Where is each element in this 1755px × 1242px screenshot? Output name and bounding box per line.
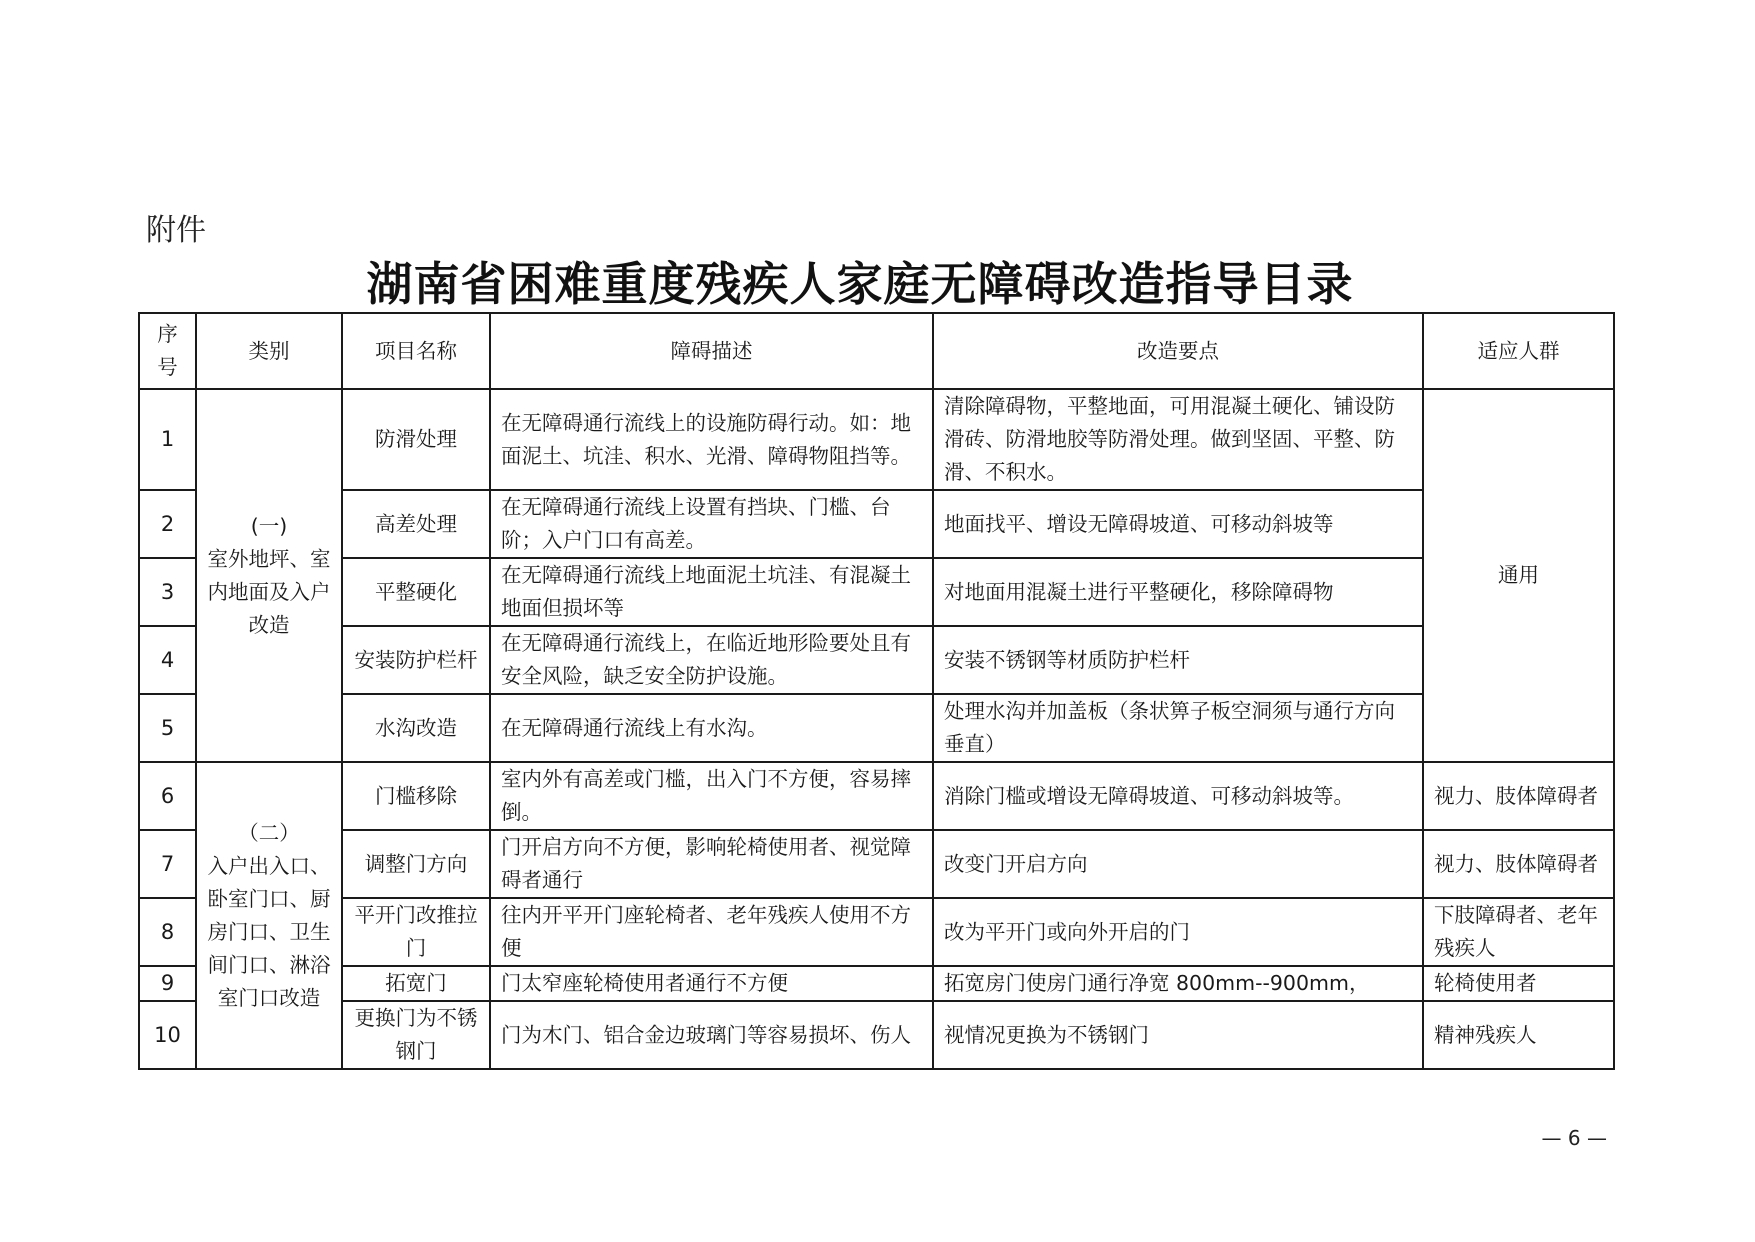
row-renovation: 消除门槛或增设无障碍坡道、可移动斜坡等。: [933, 762, 1423, 830]
row-renovation: 改为平开门或向外开启的门: [933, 898, 1423, 966]
table-row: [139, 389, 1614, 490]
table-row: [139, 558, 1614, 626]
table-row: [139, 626, 1614, 694]
target-general-cell: 通用: [1423, 389, 1614, 762]
row-seq: 1: [139, 389, 196, 490]
row-renovation: 改变门开启方向: [933, 830, 1423, 898]
table-row: [139, 898, 1614, 966]
row-barrier: 在无障碍通行流线上，在临近地形险要处且有安全风险，缺乏安全防护设施。: [490, 626, 933, 694]
row-item: 高差处理: [342, 490, 490, 558]
table-row: [139, 490, 1614, 558]
table-row: [139, 762, 1614, 830]
row-target: 视力、肢体障碍者: [1423, 830, 1614, 898]
row-target: 下肢障碍者、老年残疾人: [1423, 898, 1614, 966]
row-item: 安装防护栏杆: [342, 626, 490, 694]
row-renovation: 处理水沟并加盖板（条状箅子板空洞须与通行方向垂直）: [933, 694, 1423, 762]
category-cell: (一) 室外地坪、室内地面及入户改造: [196, 389, 342, 762]
table-row: [139, 966, 1614, 1001]
row-item: 门槛移除: [342, 762, 490, 830]
row-seq: 7: [139, 830, 196, 898]
row-barrier: 门太窄座轮椅使用者通行不方便: [490, 966, 933, 1001]
header-renovation: 改造要点: [933, 313, 1423, 389]
header-category: 类别: [196, 313, 342, 389]
row-renovation: 安装不锈钢等材质防护栏杆: [933, 626, 1423, 694]
row-seq: 6: [139, 762, 196, 830]
row-renovation: 拓宽房门使房门通行净宽 800mm--900mm，: [933, 966, 1423, 1001]
row-barrier: 室内外有高差或门槛，出入门不方便，容易摔倒。: [490, 762, 933, 830]
renovation-catalog-table: [138, 312, 1615, 1070]
row-target: 视力、肢体障碍者: [1423, 762, 1614, 830]
page-number: — 6 —: [1541, 1126, 1607, 1150]
row-barrier: 门开启方向不方便，影响轮椅使用者、视觉障碍者通行: [490, 830, 933, 898]
header-target: 适应人群: [1423, 313, 1614, 389]
row-seq: 8: [139, 898, 196, 966]
row-seq: 2: [139, 490, 196, 558]
row-item: 更换门为不锈钢门: [342, 1001, 490, 1069]
row-seq: 4: [139, 626, 196, 694]
attachment-label: 附件: [146, 213, 206, 248]
header-seq: 序号: [139, 313, 196, 389]
row-barrier: 在无障碍通行流线上地面泥土坑洼、有混凝土地面但损坏等: [490, 558, 933, 626]
table-row: [139, 830, 1614, 898]
row-seq: 3: [139, 558, 196, 626]
header-item: 项目名称: [342, 313, 490, 389]
row-renovation: 清除障碍物，平整地面，可用混凝土硬化、铺设防滑砖、防滑地胶等防滑处理。做到坚固、平整、防滑、不积水。: [933, 389, 1423, 490]
row-seq: 9: [139, 966, 196, 1001]
table-header-row: [139, 313, 1614, 389]
row-barrier: 在无障碍通行流线上的设施防碍行动。如：地面泥土、坑洼、积水、光滑、障碍物阻挡等。: [490, 389, 933, 490]
row-item: 平开门改推拉门: [342, 898, 490, 966]
row-item: 调整门方向: [342, 830, 490, 898]
row-target: 精神残疾人: [1423, 1001, 1614, 1069]
table-row: [139, 1001, 1614, 1069]
header-barrier: 障碍描述: [490, 313, 933, 389]
category-cell: （二） 入户出入口、卧室门口、厨房门口、卫生间门口、淋浴室门口改造: [196, 762, 342, 1069]
table-row: [139, 694, 1614, 762]
row-barrier: 在无障碍通行流线上有水沟。: [490, 694, 933, 762]
row-item: 水沟改造: [342, 694, 490, 762]
row-seq: 10: [139, 1001, 196, 1069]
row-barrier: 门为木门、铝合金边玻璃门等容易损坏、伤人: [490, 1001, 933, 1069]
row-target: 轮椅使用者: [1423, 966, 1614, 1001]
row-renovation: 地面找平、增设无障碍坡道、可移动斜坡等: [933, 490, 1423, 558]
row-item: 平整硬化: [342, 558, 490, 626]
row-barrier: 往内开平开门座轮椅者、老年残疾人使用不方便: [490, 898, 933, 966]
row-item: 拓宽门: [342, 966, 490, 1001]
row-item: 防滑处理: [342, 389, 490, 490]
row-renovation: 视情况更换为不锈钢门: [933, 1001, 1423, 1069]
page-title: 湖南省困难重度残疾人家庭无障碍改造指导目录: [366, 257, 1354, 311]
row-barrier: 在无障碍通行流线上设置有挡块、门槛、台阶；入户门口有高差。: [490, 490, 933, 558]
row-renovation: 对地面用混凝土进行平整硬化，移除障碍物: [933, 558, 1423, 626]
row-seq: 5: [139, 694, 196, 762]
